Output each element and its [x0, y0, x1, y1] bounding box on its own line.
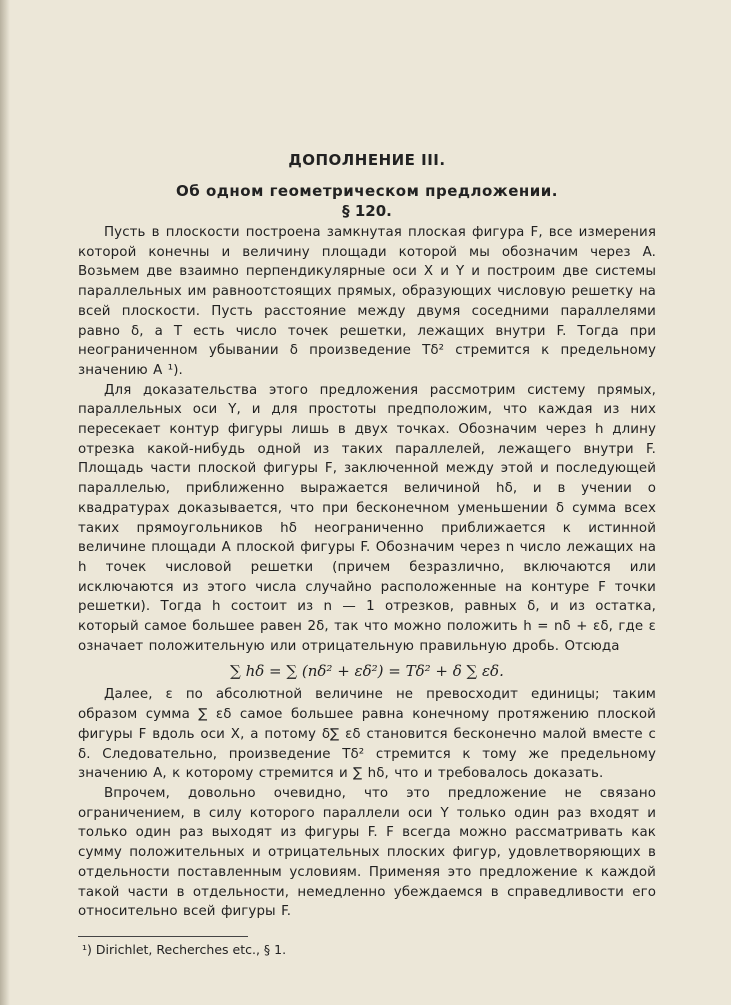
footnote-divider [78, 936, 248, 937]
appendix-title: ДОПОЛНЕНИЕ III. [288, 151, 446, 169]
page-content [78, 150, 656, 959]
paragraph-3: Далее, ε по абсолютной величине не превосходит единицы; таким образом сумма ∑ εδ самое большее равна конечному протяжению плоской фигуры F вдоль оси X, а потому δ∑ εδ становится бесконечно малой вместе с δ. Следовательно, произведение Tδ² стремится к тому же предельному значению A, к которому стремится и ∑ hδ, что и требовалось доказать. [78, 687, 656, 782]
section-number: § 120. [342, 202, 392, 220]
page-edge-shadow [0, 0, 10, 1005]
paragraph-4: Впрочем, довольно очевидно, что это предложение не связано ограничением, в силу которого параллели оси Y только один раз входят и только один раз выходят из фигуры F. F всегда можно рассматривать как сумму положительных и отрицательных плоских фигур, удовлетворяющих в отдельности поставленным условиям. Применяя это предложение к каждой такой части в отдельности, немедленно убеждаемся в справедливости его относительно всей фигуры F. [78, 785, 656, 920]
paragraph-2: Для доказательства этого предложения рассмотрим систему прямых, параллельных оси Y, и для простоты предположим, что каждая из них пересекает контур фигуры лишь в двух точках. Обозначим через h длину отрезка какой-нибудь одной из таких параллелей, лежащего внутри F. Площадь части плоской фигуры F, заключенной между этой и последующей параллелью, приближенно выражается величиной hδ, и в учении о квадратурах доказывается, что при бесконечном уменьшении δ сумма всех таких прямоугольников hδ неограниченно приближается к истинной величине площади A плоской фигуры F. Обозначим через n число лежащих на h точек числовой решетки (причем безразлично, включаются или исключаются из этого числа случайно расположенные на контуре F точки решетки). Тогда h состоит из n — 1 отрезков, равных δ, и из остатка, который самое большее равен 2δ, так что можно положить h = nδ + εδ, где ε означает положительную или отрицательную правильную дробь. Отсюда [78, 382, 656, 654]
paragraph-1: Пусть в плоскости построена замкнутая плоская фигура F, все измерения которой конечны и величину площади которой мы обозначим через A. Возьмем две взаимно перпендикулярные оси X и Y и построим две системы параллельных им равноотстоящих прямых, образующих числовую решетку на всей плоскости. Пусть расстояние между двумя соседними параллелями равно δ, а T есть число точек решетки, лежащих внутри F. Тогда при неограниченном убывании δ произведение Tδ² стремится к предельному значению A ¹). [78, 225, 656, 378]
appendix-subtitle: Об одном геометрическом предложении. [176, 182, 558, 200]
formula: ∑ hδ = ∑ (nδ² + εδ²) = Tδ² + δ ∑ εδ. [230, 662, 504, 681]
footnote: ¹) Dirichlet, Recherches etc., § 1. [82, 941, 287, 957]
